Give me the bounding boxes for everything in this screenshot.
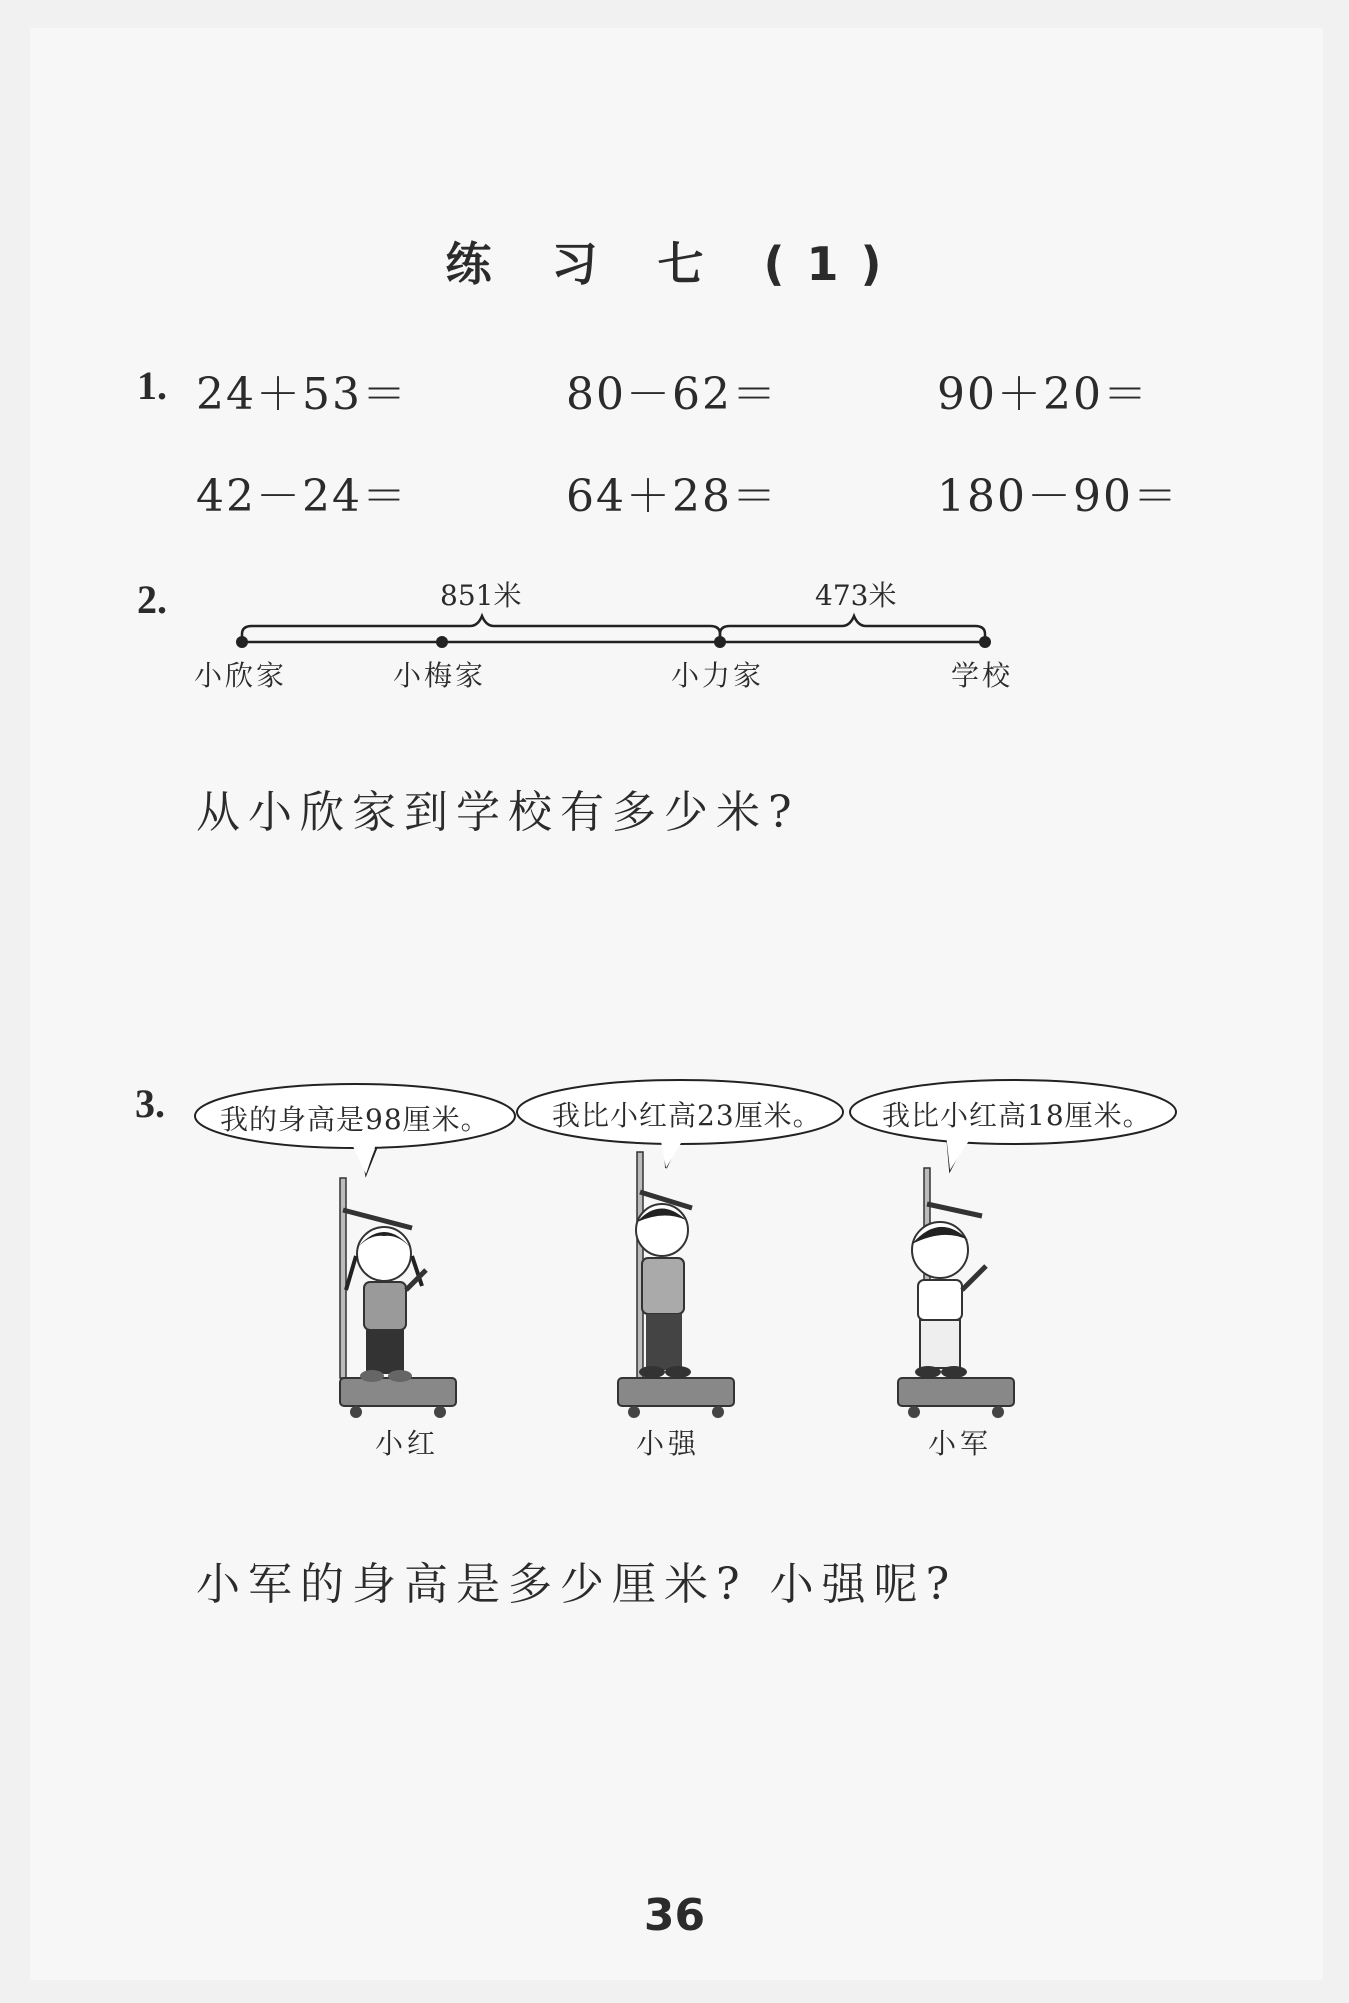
child-name-xiaoqiang: 小强	[636, 1427, 701, 1460]
bubble-text-xiaoqiang: 我比小红高23厘米。	[552, 1099, 822, 1132]
child-name-xiaojun: 小军	[928, 1427, 993, 1460]
page-number: 36	[643, 1890, 706, 1941]
equation-3: 90＋20＝	[937, 369, 1149, 420]
bubble-text-xiaojun: 我比小红高18厘米。	[882, 1099, 1152, 1132]
child-name-xiaohong: 小红	[375, 1427, 440, 1460]
place-label-xiaoxin: 小欣家	[194, 659, 288, 692]
equation-2: 80－62＝	[566, 369, 778, 420]
distance-label-851: 851米	[440, 579, 522, 612]
equation-5: 64＋28＝	[566, 471, 778, 522]
child-xiaoqiang-figure	[618, 1152, 734, 1418]
child-xiaohong-figure	[340, 1178, 456, 1418]
question-3-number: 3.	[135, 1081, 165, 1126]
equation-1: 24＋53＝	[196, 369, 408, 420]
equation-4: 42－24＝	[196, 471, 408, 522]
place-label-school: 学校	[951, 659, 1014, 692]
child-xiaojun-figure	[898, 1168, 1014, 1418]
place-label-xiaomei: 小梅家	[393, 659, 487, 692]
question-2-text: 从小欣家到学校有多少米?	[196, 787, 800, 838]
bubble-text-xiaohong: 我的身高是98厘米。	[220, 1103, 490, 1136]
place-label-xiaoli: 小力家	[671, 659, 765, 692]
distance-label-473: 473米	[815, 579, 897, 612]
equation-6: 180－90＝	[937, 471, 1179, 522]
question-3-text: 小军的身高是多少厘米? 小强呢?	[196, 1559, 958, 1610]
question-2-number: 2.	[137, 577, 167, 622]
question-1-number: 1.	[137, 363, 167, 408]
page-title: 练 习 七 (1)	[445, 237, 904, 291]
